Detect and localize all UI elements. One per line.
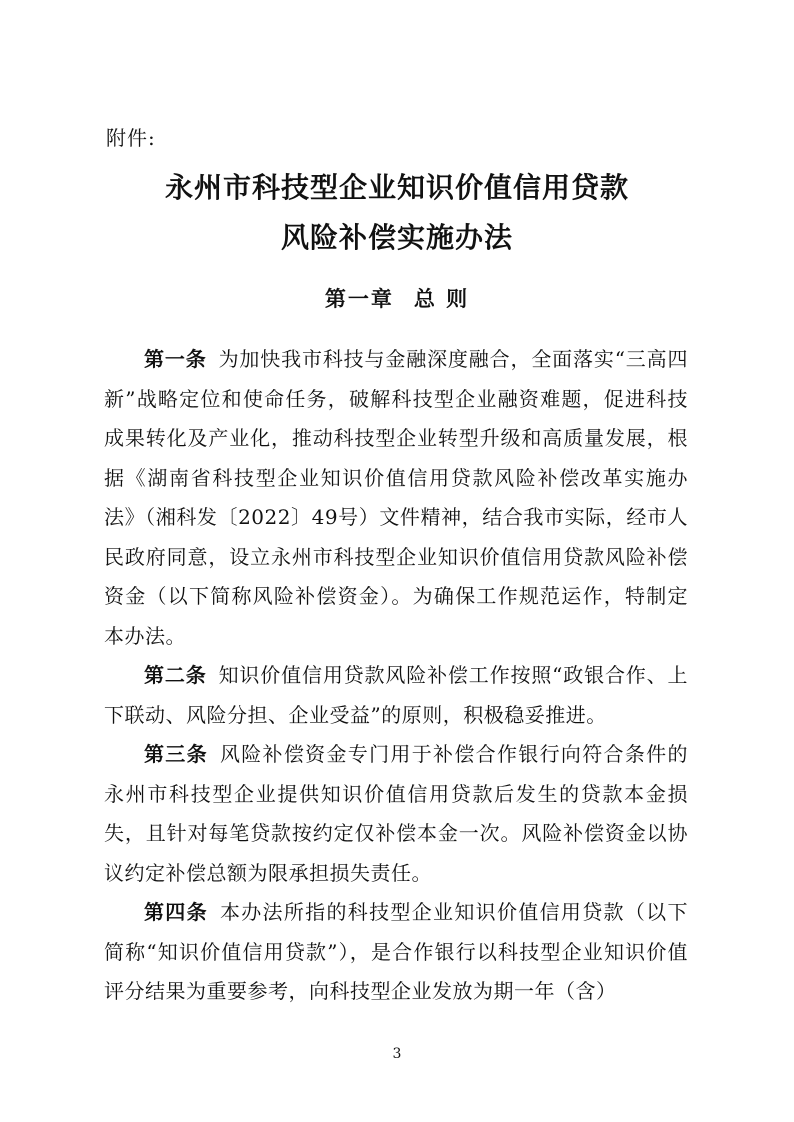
chapter-number: 第一章 (324, 286, 394, 311)
article-2-text: 知识价值信用贷款风险补偿工作按照“政银合作、上下联动、风险分担、企业受益”的原则，积极稳妥推进。 (104, 663, 689, 727)
article-4 (104, 893, 688, 1012)
article-1 (104, 340, 688, 656)
article-3 (104, 735, 688, 893)
document-title-line-2: 风险补偿实施办法 (280, 221, 513, 254)
article-3-text: 风险补偿资金专门用于补偿合作银行向符合条件的永州市科技型企业提供知识价值信用贷款后发生的贷款本金损失，且针对每笔贷款按约定仅补偿本金一次。风险补偿资金以协议约定补偿总额为限承担损失责任。 (104, 742, 688, 885)
article-3-heading: 第三条 (144, 742, 208, 766)
chapter-name: 总 则 (413, 286, 470, 311)
article-1-text: 为加快我市科技与金融深度融合，全面落实“三高四新”战略定位和使命任务，破解科技型企业融资难题，促进科技成果转化及产业化，推动科技型企业转型升级和高质量发展，根据《湖南省科技型企业知识价值信用贷款风险补偿改革实施办法》（湘科发〔2022〕49号）文件精神，结合我市实际，经市人民政府同意，设立永州市科技型企业知识价值信用贷款风险补偿资金（以下简称风险补偿资金）。为确保工作规范运作，特制定本办法。 (104, 347, 689, 648)
article-4-text: 本办法所指的科技型企业知识价值信用贷款（以下简称“知识价值信用贷款”），是合作银行以科技型企业知识价值评分结果为重要参考，向科技型企业发放为期一年（含） (104, 900, 688, 1003)
attachment-label: 附件: (106, 126, 156, 150)
article-2-heading: 第二条 (144, 663, 207, 687)
page-number: 3 (392, 1046, 402, 1062)
article-1-heading: 第一条 (144, 347, 207, 371)
chapter-heading (0, 283, 794, 313)
article-4-heading: 第四条 (144, 900, 208, 924)
document-body (104, 340, 688, 1012)
article-2 (104, 656, 688, 735)
document-title-line-1: 永州市科技型企业知识价值信用贷款 (164, 171, 629, 204)
